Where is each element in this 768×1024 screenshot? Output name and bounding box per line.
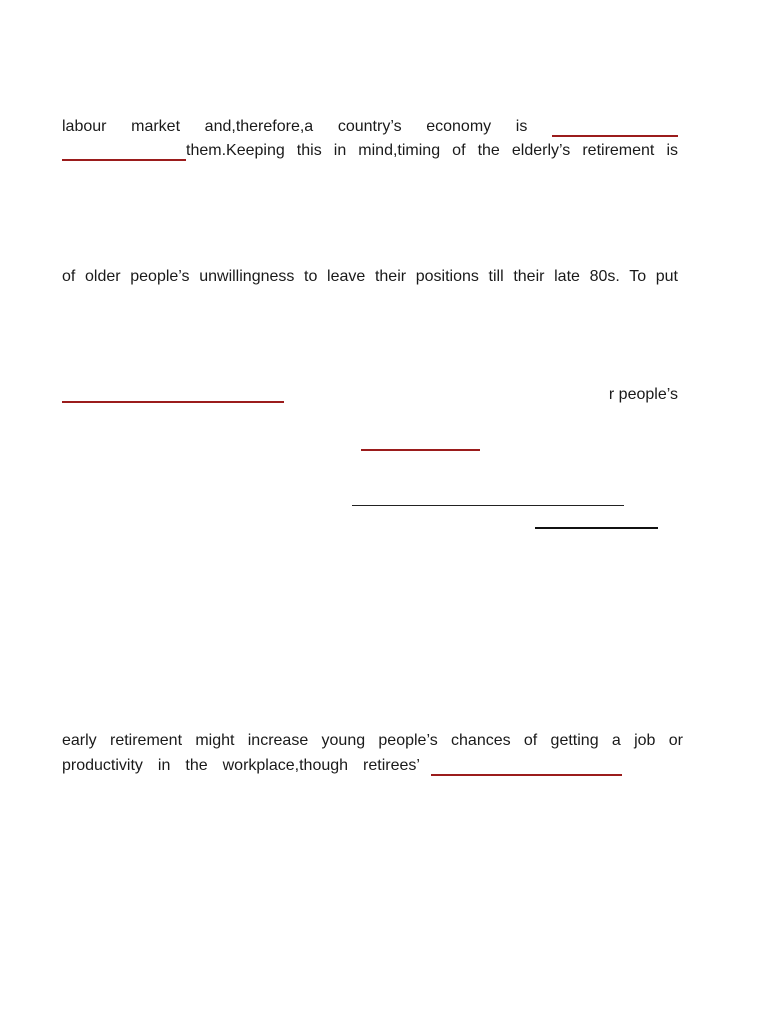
- word: increase: [247, 732, 309, 749]
- word: in: [157, 757, 171, 774]
- word: and,therefore,a: [204, 118, 314, 135]
- word: early: [62, 732, 97, 749]
- text-fragment: r people’s: [608, 386, 678, 403]
- word: a: [611, 732, 621, 749]
- word: retirees’: [363, 757, 420, 774]
- word: young: [321, 732, 366, 749]
- fill-in-blank-5[interactable]: [535, 527, 658, 529]
- word: might: [195, 732, 235, 749]
- fill-in-blank-1[interactable]: [552, 119, 678, 137]
- paragraph-line-3: [62, 267, 678, 287]
- fill-in-blank-4[interactable]: [361, 449, 480, 451]
- word: country’s: [337, 118, 402, 135]
- word: economy: [426, 118, 492, 135]
- fill-in-blank-3[interactable]: [62, 401, 284, 403]
- word: getting: [550, 732, 599, 749]
- word: job: [634, 732, 656, 749]
- word: productivity: [62, 757, 143, 774]
- paragraph-line-6: [62, 756, 622, 776]
- paragraph-line-5: [62, 731, 683, 751]
- word: is: [515, 118, 528, 135]
- line-text: them.Keeping this in mind,timing of the elderly’s retirement is: [186, 142, 678, 159]
- word: workplace,though: [222, 757, 349, 774]
- word: or: [668, 732, 683, 749]
- word: the: [185, 757, 208, 774]
- line-text: of older people’s unwillingness to leave their positions till their late 80s. To put: [62, 268, 678, 285]
- fill-in-blank-2[interactable]: [62, 143, 186, 161]
- word: market: [131, 118, 181, 135]
- fill-in-blank-6[interactable]: [431, 758, 622, 776]
- underline-rule: [352, 505, 624, 506]
- word: of: [523, 732, 538, 749]
- word: people’s: [378, 732, 438, 749]
- word: chances: [451, 732, 511, 749]
- line-text-group: [62, 756, 420, 776]
- word: labour: [62, 118, 107, 135]
- paragraph-line-1: [62, 117, 678, 137]
- word: retirement: [109, 732, 183, 749]
- paragraph-line-2: [62, 141, 678, 161]
